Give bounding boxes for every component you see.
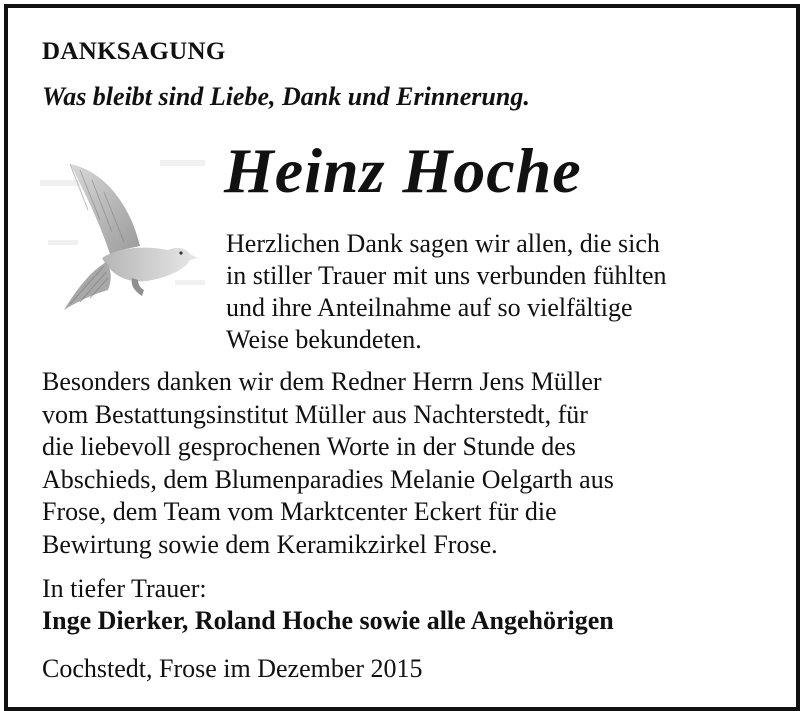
special-thanks-line: vom Bestattungsinstitut Müller aus Nachterstedt, für (42, 399, 588, 429)
special-thanks-line: die liebevoll gesprochenen Worte in der Stunde des (42, 432, 576, 461)
thanks-line: Weise bekundeten. (226, 325, 422, 354)
signers: Inge Dierker, Roland Hoche sowie alle Angehörigen (42, 606, 614, 635)
deceased-name: Heinz Hoche (224, 135, 582, 206)
place-date: Cochstedt, Frose im Dezember 2015 (42, 654, 423, 683)
thanks-line: Herzlichen Dank sagen wir allen, die sich (226, 229, 660, 258)
special-thanks-line: Abschieds, dem Blumenparadies Melanie Oelgarth aus (42, 464, 614, 494)
mourning-label: In tiefer Trauer: (42, 574, 207, 603)
special-thanks-line: Frose, dem Team vom Marktcenter Eckert für die (42, 497, 557, 526)
special-thanks-line: Bewirtung sowie dem Keramikzirkel Frose. (42, 529, 498, 559)
notice-motto: Was bleibt sind Liebe, Dank und Erinnerung. (42, 82, 530, 111)
thanks-line: in stiller Trauer mit uns verbunden fühlten (226, 261, 667, 290)
special-thanks-paragraph (42, 366, 614, 561)
notice-heading: DANKSAGUNG (42, 38, 226, 65)
thanks-line: und ihre Anteilnahme auf so vielfältige (226, 293, 633, 322)
special-thanks-line: Besonders danken wir dem Redner Herrn Jens Müller (42, 367, 602, 396)
thanks-paragraph (226, 228, 667, 356)
dove-icon (40, 150, 210, 325)
